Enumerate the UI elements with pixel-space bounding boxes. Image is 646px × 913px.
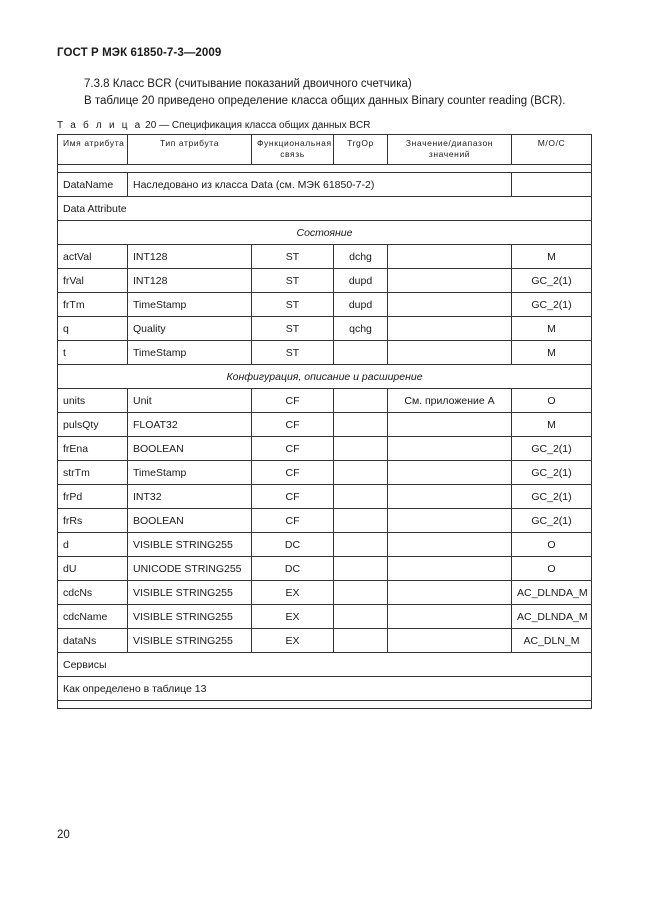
attr-type: INT128 (128, 269, 252, 293)
attr-name: cdcNs (58, 581, 128, 605)
table-row (58, 581, 592, 605)
attr-type: TimeStamp (128, 293, 252, 317)
attr-fc: ST (252, 317, 334, 341)
attr-name: frRs (58, 509, 128, 533)
table-row (58, 437, 592, 461)
attr-value (388, 341, 512, 365)
attr-name: dU (58, 557, 128, 581)
attr-name: frEna (58, 437, 128, 461)
attr-trgop: dchg (334, 245, 388, 269)
attr-name: DataName (58, 173, 128, 197)
attr-name: frVal (58, 269, 128, 293)
attr-trgop (334, 437, 388, 461)
data-attribute-label: Data Attribute (58, 197, 592, 221)
attr-moc: M (512, 317, 592, 341)
table-caption (57, 120, 370, 131)
attr-moc: O (512, 533, 592, 557)
attr-fc: CF (252, 389, 334, 413)
spacer (58, 701, 592, 709)
attr-name: actVal (58, 245, 128, 269)
attr-trgop (334, 389, 388, 413)
attr-type: Quality (128, 317, 252, 341)
attr-fc: EX (252, 581, 334, 605)
attr-name: q (58, 317, 128, 341)
table-caption-text: 20 — Спецификация класса общих данных BCR (142, 120, 371, 131)
table-header-row (58, 135, 592, 165)
table-row (58, 677, 592, 701)
table-caption-prefix: Т а б л и ц а (57, 120, 143, 131)
attr-moc: GC_2(1) (512, 461, 592, 485)
attr-name: dataNs (58, 629, 128, 653)
attr-fc: CF (252, 461, 334, 485)
attr-trgop (334, 461, 388, 485)
attr-type: TimeStamp (128, 341, 252, 365)
attr-type: VISIBLE STRING255 (128, 533, 252, 557)
attr-type: FLOAT32 (128, 413, 252, 437)
table-row (58, 653, 592, 677)
attr-value (388, 581, 512, 605)
table-row (58, 293, 592, 317)
col-header-fc: Функциональная связь (252, 135, 334, 165)
attr-value (388, 293, 512, 317)
attr-value (388, 605, 512, 629)
attr-fc: CF (252, 413, 334, 437)
attr-name: d (58, 533, 128, 557)
attr-name: cdcName (58, 605, 128, 629)
attr-fc: CF (252, 485, 334, 509)
spacer (58, 165, 592, 173)
attr-type: UNICODE STRING255 (128, 557, 252, 581)
attr-trgop (334, 341, 388, 365)
attr-value (388, 269, 512, 293)
table-row (58, 461, 592, 485)
table-row (58, 413, 592, 437)
attr-trgop (334, 509, 388, 533)
attr-fc: ST (252, 341, 334, 365)
attr-fc: DC (252, 557, 334, 581)
table-row (58, 389, 592, 413)
attr-name: t (58, 341, 128, 365)
attr-trgop (334, 557, 388, 581)
attr-moc: GC_2(1) (512, 269, 592, 293)
section-row (58, 221, 592, 245)
table-row (58, 341, 592, 365)
attr-type: INT32 (128, 485, 252, 509)
attr-moc: O (512, 389, 592, 413)
attr-value (388, 245, 512, 269)
attr-type: INT128 (128, 245, 252, 269)
attr-fc: DC (252, 533, 334, 557)
table-row (58, 533, 592, 557)
attr-fc: ST (252, 293, 334, 317)
table-row (58, 173, 592, 197)
attr-fc: CF (252, 437, 334, 461)
intro-paragraph: В таблице 20 приведено определение класса общих данных Binary counter reading (BCR). (84, 95, 566, 107)
section-row (58, 365, 592, 389)
attr-value (388, 413, 512, 437)
attr-type: BOOLEAN (128, 437, 252, 461)
attr-fc: EX (252, 629, 334, 653)
attr-type: Unit (128, 389, 252, 413)
attr-type: BOOLEAN (128, 509, 252, 533)
attr-trgop (334, 533, 388, 557)
table-row (58, 605, 592, 629)
attr-trgop: qchg (334, 317, 388, 341)
attr-trgop: dupd (334, 269, 388, 293)
attr-fc: EX (252, 605, 334, 629)
table-row (58, 197, 592, 221)
attr-value: См. приложение А (388, 389, 512, 413)
attr-name: frTm (58, 293, 128, 317)
section-config: Конфигурация, описание и расширение (58, 365, 592, 389)
attr-trgop: dupd (334, 293, 388, 317)
attr-trgop (334, 629, 388, 653)
attr-fc: CF (252, 509, 334, 533)
attr-moc: GC_2(1) (512, 509, 592, 533)
attr-value (388, 509, 512, 533)
table-row (58, 557, 592, 581)
attr-moc: AC_DLN_M (512, 629, 592, 653)
inherited-note: Наследовано из класса Data (см. МЭК 61850-7-2) (128, 173, 512, 197)
attr-type: VISIBLE STRING255 (128, 605, 252, 629)
table-row (58, 269, 592, 293)
attr-fc: ST (252, 245, 334, 269)
attr-moc: M (512, 341, 592, 365)
attr-type: TimeStamp (128, 461, 252, 485)
attr-trgop (334, 581, 388, 605)
table-row (58, 629, 592, 653)
attr-value (388, 317, 512, 341)
attr-moc: M (512, 413, 592, 437)
table-row (58, 485, 592, 509)
table-row (58, 245, 592, 269)
col-header-moc: М/О/С (512, 135, 592, 165)
attr-name: units (58, 389, 128, 413)
attr-fc: ST (252, 269, 334, 293)
table-row (58, 509, 592, 533)
attr-trgop (334, 605, 388, 629)
col-header-value: Значение/диапазон значений (388, 135, 512, 165)
attr-moc: O (512, 557, 592, 581)
section-state: Состояние (58, 221, 592, 245)
attr-name: frPd (58, 485, 128, 509)
attr-moc: AC_DLNDA_M (512, 581, 592, 605)
attr-trgop (334, 413, 388, 437)
attr-name: strTm (58, 461, 128, 485)
attr-moc: GC_2(1) (512, 293, 592, 317)
attr-trgop (334, 485, 388, 509)
col-header-name: Имя атрибута (58, 135, 128, 165)
bcr-spec-table (57, 134, 592, 709)
attr-type: VISIBLE STRING255 (128, 629, 252, 653)
services-text: Как определено в таблице 13 (58, 677, 592, 701)
attr-type: VISIBLE STRING255 (128, 581, 252, 605)
col-header-trgop: TrgOp (334, 135, 388, 165)
table-row (58, 317, 592, 341)
attr-value (388, 629, 512, 653)
attr-name: pulsQty (58, 413, 128, 437)
section-heading: 7.3.8 Класс BCR (считывание показаний двоичного счетчика) (84, 78, 412, 90)
page-number: 20 (57, 829, 70, 841)
attr-moc: GC_2(1) (512, 437, 592, 461)
attr-value (388, 533, 512, 557)
attr-value (388, 557, 512, 581)
attr-value (388, 437, 512, 461)
services-label: Сервисы (58, 653, 592, 677)
document-header: ГОСТ Р МЭК 61850-7-3—2009 (57, 47, 222, 59)
attr-moc: GC_2(1) (512, 485, 592, 509)
attr-value (388, 461, 512, 485)
attr-value (388, 485, 512, 509)
attr-moc: M (512, 245, 592, 269)
attr-moc: AC_DLNDA_M (512, 605, 592, 629)
col-header-type: Тип атрибута (128, 135, 252, 165)
attr-moc (512, 173, 592, 197)
